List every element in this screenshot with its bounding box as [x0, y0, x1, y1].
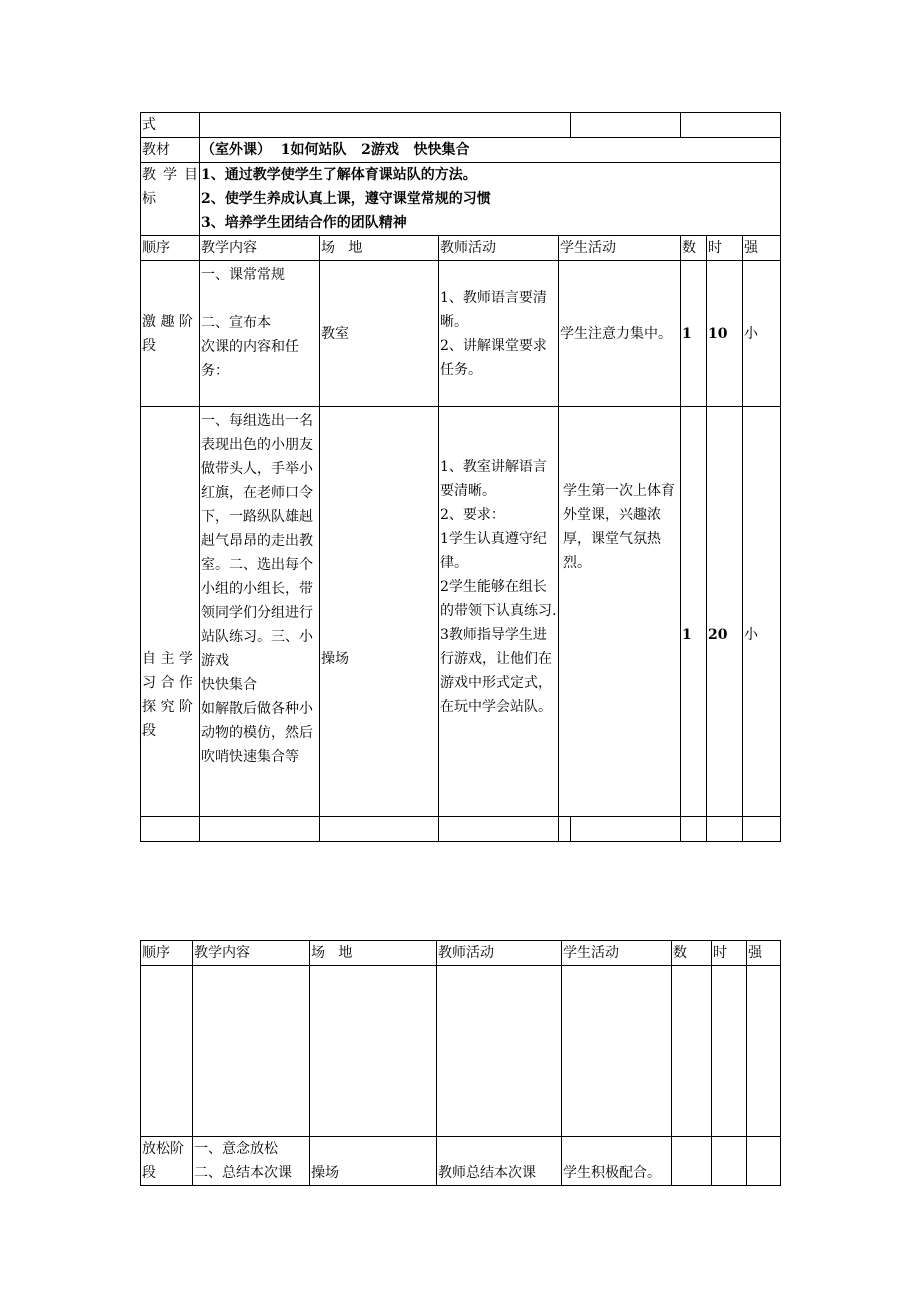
- label-shi: 式: [141, 113, 200, 138]
- cell-empty: [200, 113, 571, 138]
- lesson-plan-table-1: [140, 112, 781, 842]
- header-venue: 场 地: [320, 236, 439, 261]
- header-venue: 场 地: [310, 941, 437, 966]
- table-row-stage-2: [141, 407, 781, 817]
- goal-line-3: 3、培养学生团结合作的团队精神: [201, 215, 407, 231]
- cell-empty: [559, 817, 571, 842]
- cell-empty: [743, 817, 781, 842]
- venue-cell: 操场: [310, 1137, 437, 1186]
- intensity-cell: 小: [743, 261, 781, 407]
- cell-empty: [320, 817, 439, 842]
- table-header-row: [141, 941, 781, 966]
- goal-line-1: 1、通过教学使学生了解体育课站队的方法。: [201, 167, 477, 183]
- teacher-activity-cell: 1、教师语言要清晰。 2、讲解课堂要求任务。: [439, 261, 559, 407]
- student-activity-cell: 学生注意力集中。: [559, 261, 681, 407]
- header-count: 数: [681, 236, 707, 261]
- table-row-relax: [141, 1137, 781, 1186]
- teacher-activity-cell: 教师总结本次课: [437, 1137, 562, 1186]
- header-intensity: 强: [747, 941, 781, 966]
- header-teacher: 教师活动: [439, 236, 559, 261]
- header-count: 数: [672, 941, 712, 966]
- count-cell: 1: [681, 407, 707, 817]
- cell-empty: [712, 1137, 747, 1186]
- venue-cell: 操场: [320, 407, 439, 817]
- cell-empty: [747, 1137, 781, 1186]
- student-activity-cell: 学生第一次上体育外堂课，兴趣浓厚，课堂气氛热烈。: [559, 407, 681, 817]
- teacher-activity-cell: 1、教室讲解语言要清晰。 2、要求： 1学生认真遵守纪律。 2学生能够在组长的带领下认真练习. 3教师指导学生进行游戏，让他们在游戏中形式定式，在玩中学会站队。: [439, 407, 559, 817]
- cell-empty: [141, 817, 200, 842]
- label-mubiao: 教 学 目 标: [141, 163, 200, 236]
- label-jiaocai: 教材: [141, 138, 200, 163]
- cell-empty: [439, 817, 559, 842]
- goal-line-2: 2、使学生养成认真上课，遵守课堂常规的习惯: [201, 191, 491, 207]
- cell-empty: [672, 1137, 712, 1186]
- cell-empty: [141, 966, 193, 1137]
- header-time: 时: [712, 941, 747, 966]
- stage-label: 放松阶段: [141, 1137, 193, 1186]
- stage-label: 激 趣 阶 段: [141, 261, 200, 407]
- cell-empty: [747, 966, 781, 1137]
- header-content: 教学内容: [200, 236, 320, 261]
- header-content: 教学内容: [193, 941, 310, 966]
- content-cell: 一、意念放松 二、总结本次课: [193, 1137, 310, 1186]
- mubiao-goals: [200, 163, 781, 236]
- table-row-empty: [141, 966, 781, 1137]
- cell-empty: [562, 966, 672, 1137]
- venue-cell: 教室: [320, 261, 439, 407]
- table-row-stage-1: [141, 261, 781, 407]
- cell-empty: [193, 966, 310, 1137]
- header-order: 顺序: [141, 236, 200, 261]
- cell-empty: [200, 817, 320, 842]
- table-row-shi: [141, 113, 781, 138]
- header-student: 学生活动: [562, 941, 672, 966]
- time-cell: 20: [707, 407, 743, 817]
- header-teacher: 教师活动: [437, 941, 562, 966]
- cell-empty: [672, 966, 712, 1137]
- table-row-mubiao: [141, 163, 781, 236]
- table-header-row: [141, 236, 781, 261]
- cell-empty: [712, 966, 747, 1137]
- cell-empty: [681, 817, 707, 842]
- header-student: 学生活动: [559, 236, 681, 261]
- student-activity-cell: 学生积极配合。: [562, 1137, 672, 1186]
- jiaocai-value: （室外课） 1如何站队 2游戏 快快集合: [200, 138, 781, 163]
- cell-empty: [437, 966, 562, 1137]
- header-time: 时: [707, 236, 743, 261]
- cell-empty: [681, 113, 781, 138]
- cell-empty: [707, 817, 743, 842]
- cell-empty: [571, 817, 681, 842]
- stage-label: 自 主 学 习 合 作 探 究 阶 段: [141, 407, 200, 817]
- header-order: 顺序: [141, 941, 193, 966]
- header-intensity: 强: [743, 236, 781, 261]
- lesson-plan-table-2: [140, 940, 781, 1186]
- cell-empty: [310, 966, 437, 1137]
- cell-empty: [571, 113, 681, 138]
- count-cell: 1: [681, 261, 707, 407]
- time-cell: 10: [707, 261, 743, 407]
- table-row-empty: [141, 817, 781, 842]
- table-row-jiaocai: [141, 138, 781, 163]
- content-cell: 一、每组选出一名表现出色的小朋友做带头人，手举小红旗，在老师口令下，一路纵队雄赳赳气昂昂的走出教室。二、选出每个小组的小组长，带领同学们分组进行站队练习。三、小游戏 快快集合 如解散后做各种小动物的模仿，然后吹哨快速集合等: [200, 407, 320, 817]
- content-cell: 一、课常常规 二、宣布本 次课的内容和任务：: [200, 261, 320, 407]
- intensity-cell: 小: [743, 407, 781, 817]
